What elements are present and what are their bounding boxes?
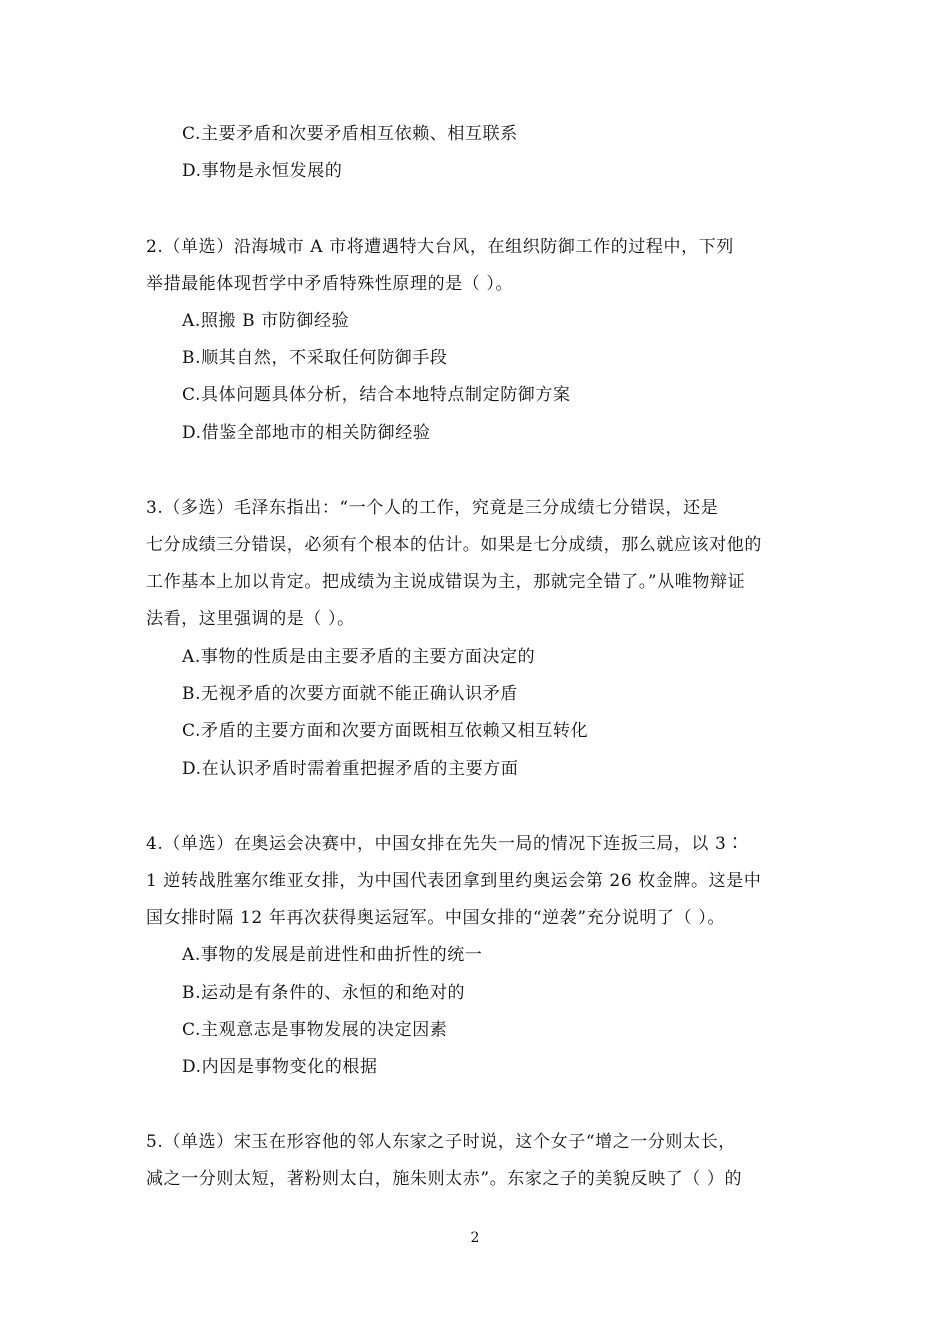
q4-option-d: D.内因是事物变化的根据 [182, 1057, 378, 1077]
page-number: 2 [470, 1230, 480, 1246]
q4-stem-line-2: 1 逆转战胜塞尔维亚女排，为中国代表团拿到里约奥运会第 26 枚金牌。这是中 [146, 871, 762, 891]
q5-stem-line-2: 减之一分则太短，著粉则太白，施朱则太赤”。东家之子的美貌反映了（ ）的 [146, 1169, 743, 1189]
q3-option-c: C.矛盾的主要方面和次要方面既相互依赖又相互转化 [182, 721, 589, 741]
q4-option-b: B.运动是有条件的、永恒的和绝对的 [182, 983, 466, 1003]
q3-stem-line-2: 七分成绩三分错误，必须有个根本的估计。如果是七分成绩，那么就应该对他的 [146, 535, 762, 555]
q1-option-c: C.主要矛盾和次要矛盾相互依赖、相互联系 [182, 124, 518, 144]
q2-option-a: A.照搬 B 市防御经验 [182, 311, 350, 331]
q4-option-c: C.主观意志是事物发展的决定因素 [182, 1020, 448, 1040]
q2-stem-line-2: 举措最能体现哲学中矛盾特殊性原理的是（ ）。 [146, 274, 514, 294]
q2-stem-line-1: 2.（单选）沿海城市 A 市将遭遇特大台风，在组织防御工作的过程中，下列 [146, 237, 734, 257]
q4-stem-line-1: 4.（单选）在奥运会决赛中，中国女排在先失一局的情况下连扳三局，以 3∶ [146, 834, 745, 854]
q3-option-d: D.在认识矛盾时需着重把握矛盾的主要方面 [182, 759, 519, 779]
q3-stem-line-3: 工作基本上加以肯定。把成绩为主说成错误为主，那就完全错了。”从唯物辩证 [146, 572, 746, 592]
q4-option-a: A.事物的发展是前进性和曲折性的统一 [182, 945, 483, 965]
q3-stem-line-1: 3.（多选）毛泽东指出：“一个人的工作，究竟是三分成绩七分错误，还是 [146, 498, 719, 518]
q5-stem-line-1: 5.（单选）宋玉在形容他的邻人东家之子时说，这个女子“增之一分则太长， [146, 1132, 736, 1152]
q4-stem-line-3: 国女排时隔 12 年再次获得奥运冠军。中国女排的“逆袭”充分说明了（ ）。 [146, 908, 725, 928]
q2-option-b: B.顺其自然，不采取任何防御手段 [182, 348, 448, 368]
q2-option-d: D.借鉴全部地市的相关防御经验 [182, 423, 431, 443]
q2-option-c: C.具体问题具体分析，结合本地特点制定防御方案 [182, 385, 571, 405]
q3-option-b: B.无视矛盾的次要方面就不能正确认识矛盾 [182, 684, 518, 704]
q3-option-a: A.事物的性质是由主要矛盾的主要方面决定的 [182, 647, 536, 667]
q1-option-d: D.事物是永恒发展的 [182, 161, 343, 181]
q3-stem-line-4: 法看，这里强调的是（ ）。 [146, 609, 355, 629]
